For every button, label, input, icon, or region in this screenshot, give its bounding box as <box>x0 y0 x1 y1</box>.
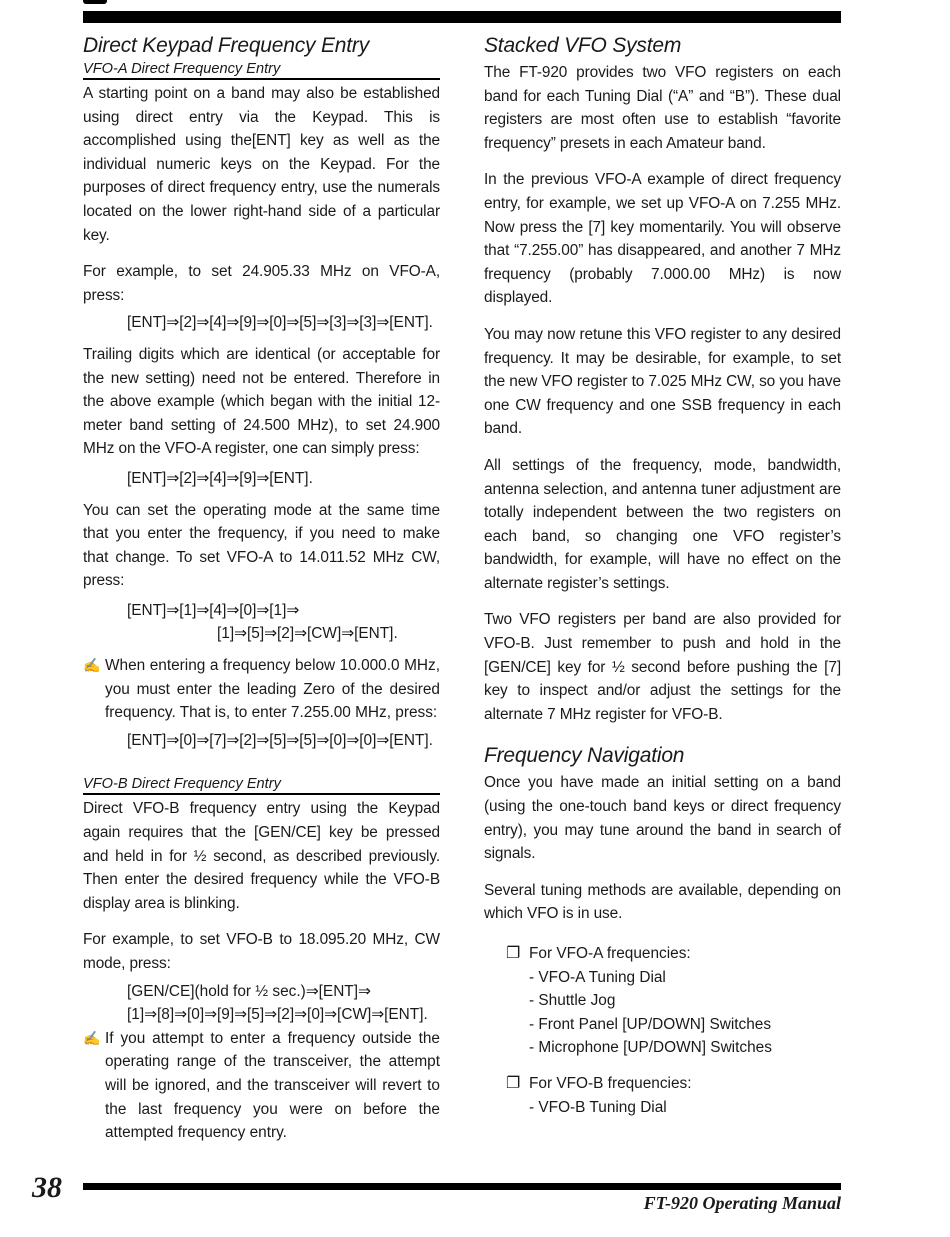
note-text: If you attempt to enter a frequency outside the operating range of the transceiver, the attempt will be ignored, and the transceiver will revert to the last frequency you were on before the attempted frequency entry. <box>105 1029 440 1142</box>
footer-rule <box>83 1183 841 1190</box>
note <box>83 1027 440 1145</box>
section-title-direct-keypad: Direct Keypad Frequency Entry <box>83 34 369 57</box>
footer-manual-title: FT-920 Operating Manual <box>643 1193 841 1213</box>
pencil-note-icon: ✍ <box>83 657 101 674</box>
paragraph: Two VFO registers per band are also provided for VFO-B. Just remember to push and hold in the [GEN/CE] key for ½ second before pushing the [7] key to inspect and/or adjust the settings for the alternate 7 MHz register for VFO-B. <box>484 611 841 723</box>
key-sequence: [ENT]⇒[2]⇒[4]⇒[9]⇒[0]⇒[5]⇒[3]⇒[3]⇒[ENT]. <box>127 314 433 332</box>
subsection-title-vfo-b: VFO-B Direct Frequency Entry <box>83 776 440 795</box>
list-item: - Front Panel [UP/DOWN] Switches <box>529 1015 772 1033</box>
paragraph: All settings of the frequency, mode, bandwidth, antenna selection, and antenna tuner adjustment are totally independent between the two registers on each band, so changing one VFO register’s bandwidth, for example, will have no effect on the alternate register’s settings. <box>484 456 841 592</box>
note-text: When entering a frequency below 10.000.0 MHz, you must enter the leading Zero of the desired frequency. That is, to enter 7.255.00 MHz, press: <box>105 657 440 722</box>
paragraph: In the previous VFO-A example of direct frequency entry, for example, we set up VFO-A on 7.255 MHz. Now press the [7] key momentarily. You will observe that “7.255.00” has disappeared, and another 7 MHz frequency (probably 7.000.00 MHz) is now displayed. <box>484 171 841 307</box>
key-sequence <box>127 980 440 1027</box>
section-title-frequency-navigation: Frequency Navigation <box>484 744 685 768</box>
list-item: - Shuttle Jog <box>529 992 616 1010</box>
header-glyph <box>83 0 107 4</box>
paragraph: Direct VFO-B frequency entry using the Keypad again requires that the [GEN/CE] key be pressed and held in for ½ second, as described previously. Then enter the desired frequency while the VFO-B display area is blinking. <box>83 800 440 912</box>
list-heading: For VFO-B frequencies: <box>529 1074 692 1092</box>
header-rule <box>83 11 841 23</box>
key-sequence-line: [GEN/CE](hold for ½ sec.)⇒[ENT]⇒ <box>127 982 371 1000</box>
paragraph: Several tuning methods are available, depending on which VFO is in use. <box>484 881 841 923</box>
left-column <box>83 34 440 1151</box>
paragraph: The FT-920 provides two VFO registers on each band for each Tuning Dial (“A” and “B”). These dual registers are most often use to establish “favorite frequency” presets in each Amateur band. <box>484 64 841 152</box>
key-sequence: [ENT]⇒[2]⇒[4]⇒[9]⇒[ENT]. <box>127 469 313 487</box>
list-item-vfo-a <box>506 942 841 1060</box>
paragraph: You can set the operating mode at the same time that you enter the frequency, if you need to make that change. To set VFO-A to 14.011.52 MHz CW, press: <box>83 501 440 590</box>
key-sequence-line: [1]⇒[8]⇒[0]⇒[9]⇒[5]⇒[2]⇒[0]⇒[CW]⇒[ENT]. <box>127 1006 428 1024</box>
key-sequence-line: [1]⇒[5]⇒[2]⇒[CW]⇒[ENT]. <box>217 625 398 643</box>
checkbox-icon: ❐ <box>506 1074 521 1092</box>
paragraph: You may now retune this VFO register to any desired frequency. It may be desirable, for example, to set the new VFO register to 7.025 MHz CW, so you have one CW frequency and one SSB frequency in each band. <box>484 325 841 438</box>
pencil-note-icon: ✍ <box>83 1029 101 1046</box>
page-number: 38 <box>32 1171 62 1204</box>
paragraph: Once you have made an initial setting on a band (using the one-touch band keys or direct frequency entry), you may tune around the band in search of signals. <box>484 774 841 863</box>
list-item: - VFO-B Tuning Dial <box>529 1098 667 1116</box>
paragraph: Trailing digits which are identical (or acceptable for the new setting) need not be entered. Therefore in the above example (which began with the initial 12-meter band setting of 24.500 MHz), to set 24.900 MHz on the VFO-A register, one can simply press: <box>83 345 440 458</box>
note <box>83 654 440 770</box>
list-heading: For VFO-A frequencies: <box>529 945 691 962</box>
key-sequence <box>127 599 440 646</box>
key-sequence: [ENT]⇒[0]⇒[7]⇒[2]⇒[5]⇒[5]⇒[0]⇒[0]⇒[ENT]. <box>127 731 433 749</box>
paragraph: For example, to set VFO-B to 18.095.20 MHz, CW mode, press: <box>83 931 440 972</box>
list-item-vfo-b <box>506 1072 841 1119</box>
checkbox-icon: ❐ <box>506 945 521 962</box>
list-item: - Microphone [UP/DOWN] Switches <box>529 1039 772 1057</box>
right-column <box>484 34 841 1131</box>
key-sequence-line: [ENT]⇒[1]⇒[4]⇒[0]⇒[1]⇒ <box>127 601 300 619</box>
list-item: - VFO-A Tuning Dial <box>529 968 666 986</box>
paragraph: A starting point on a band may also be established using direct entry via the Keypad. This is accomplished using the[ENT] key as well as the individual numeric keys on the Keypad. For the purposes of direct frequency entry, use the numerals located on the lower right-hand side of a particular key. <box>83 85 440 244</box>
paragraph: For example, to set 24.905.33 MHz on VFO-A, press: <box>83 263 440 304</box>
section-title-stacked-vfo: Stacked VFO System <box>484 34 682 57</box>
subsection-title-vfo-a: VFO-A Direct Frequency Entry <box>83 61 440 80</box>
